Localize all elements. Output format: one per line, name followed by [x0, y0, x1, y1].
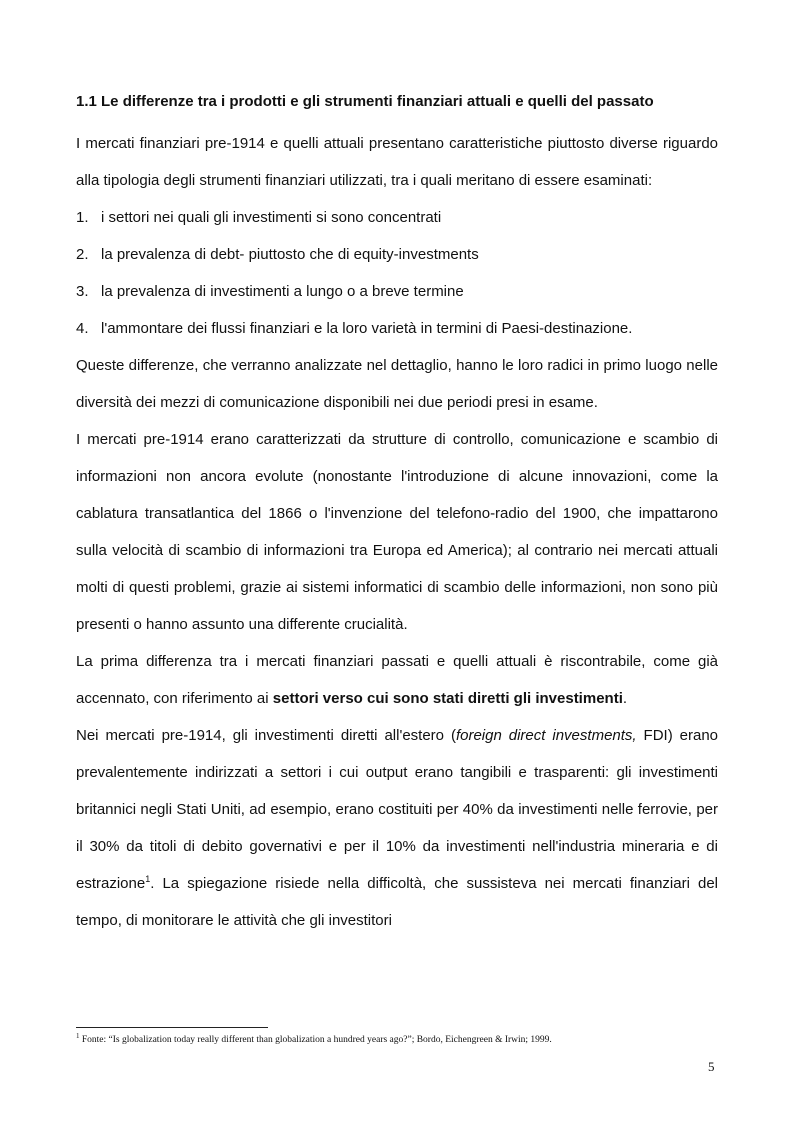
footnote-text: Fonte: “Is globalization today really different than globalization a hundred years ago?”; Bordo, Eichengreen & Irwin; 1999.: [79, 1035, 552, 1045]
paragraph-pre1914-markets: I mercati pre-1914 erano caratterizzati da strutture di controllo, comunicazione e scambio di informazioni non ancora evolute (nonostante l'introduzione di alcune innovazioni, come la cablatura transatlantica del 1866 o l'invenzione del telefono-radio del 1900, che impattarono sulla velocità di scambio di informazioni tra Europa ed America); al contrario nei mercati attuali molti di questi problemi, grazie ai sistemi informatici di scambio delle informazioni, non sono più presenti o hanno assunto una differente crucialità.: [76, 431, 718, 633]
paragraph-communication: Queste differenze, che verranno analizzate nel dettaglio, hanno le loro radici in primo luogo nelle diversità dei mezzi di comunicazione disponibili nei due periodi presi in esame.: [76, 357, 718, 411]
differences-list: [76, 199, 718, 347]
list-item: 2. la prevalenza di debt- piuttosto che di equity-investments: [76, 246, 479, 263]
page-number: 5: [708, 1059, 715, 1074]
page-body: [76, 88, 718, 939]
intro-paragraph: I mercati finanziari pre-1914 e quelli attuali presentano caratteristiche piuttosto diverse riguardo alla tipologia degli strumenti finanziari utilizzati, tra i quali meritano di essere esaminati:: [76, 135, 718, 189]
list-item: 3. la prevalenza di investimenti a lungo o a breve termine: [76, 283, 464, 300]
list-item: 1. i settori nei quali gli investimenti si sono concentrati: [76, 209, 442, 226]
section-heading: 1.1 Le differenze tra i prodotti e gli strumenti finanziari attuali e quelli del passato: [76, 93, 654, 110]
italic-term: foreign direct investments,: [455, 727, 637, 744]
footnote-divider: [76, 1027, 268, 1028]
paragraph-first-difference: La prima differenza tra i mercati finanziari passati e quelli attuali è riscontrabile, come già accennato, con riferimento ai settori verso cui sono stati diretti gli investimenti.: [76, 653, 718, 707]
list-item: 4. l'ammontare dei flussi finanziari e la loro varietà in termini di Paesi-destinazione.: [76, 320, 633, 337]
paragraph-fdi: Nei mercati pre-1914, gli investimenti diretti all'estero (foreign direct investments, FDI) erano prevalentemente indirizzati a settori i cui output erano tangibili e trasparenti: gli investimenti britannici negli Stati Uniti, ad esempio, erano costituiti per 40% da investimenti nelle ferrovie, per il 30% da titoli di debito governativi e per il 10% da investimenti nell'industria mineraria e di estrazione$^1$. La spiegazione risiede nella difficoltà, che sussisteva nei mercati finanziari del tempo, di monitorare le attività che gli investitori: [76, 727, 719, 929]
footnote-mark: 1: [76, 1031, 80, 1040]
bold-emphasis: settori verso cui sono stati diretti gli investimenti: [272, 690, 623, 707]
footnote: [76, 1031, 718, 1047]
footnote-reference[interactable]: 1: [145, 874, 151, 884]
